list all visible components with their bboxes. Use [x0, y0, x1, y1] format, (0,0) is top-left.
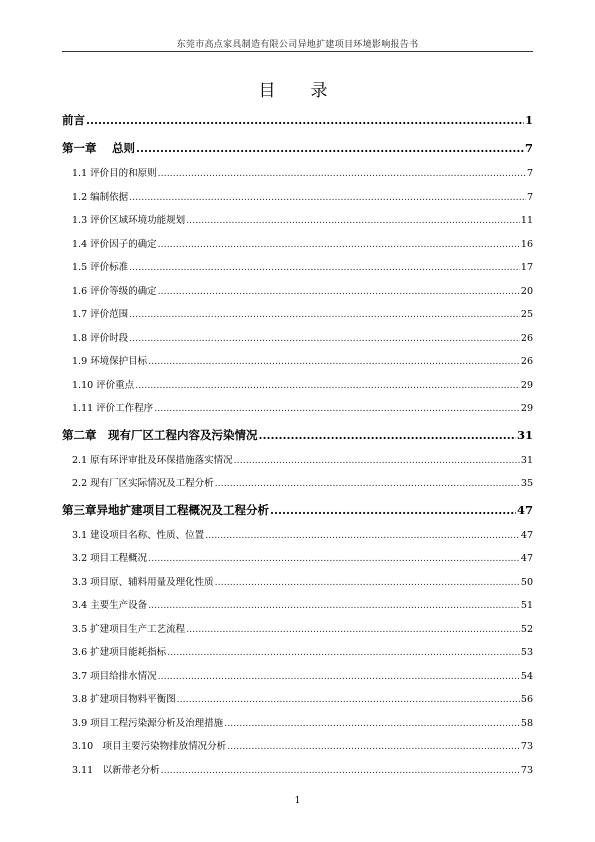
- toc-entry-page: 26: [520, 332, 533, 344]
- toc-dot-leader: [234, 449, 520, 473]
- toc-chapter-entry[interactable]: [62, 134, 533, 162]
- toc-dot-leader: [186, 209, 520, 233]
- toc-entry-page: 73: [520, 741, 533, 752]
- toc-dot-leader: [158, 665, 520, 689]
- toc-entry-page: 29: [520, 403, 533, 414]
- toc-dot-leader: [215, 472, 520, 496]
- toc-entry-label: 3.9 项目工程污染源分析及治理措施: [72, 717, 224, 729]
- toc-dot-leader: [158, 233, 520, 257]
- toc-dot-leader: [148, 594, 520, 618]
- toc-entry-page: 31: [516, 427, 533, 442]
- toc-dot-leader: [158, 280, 520, 304]
- toc-entry-label: 1.11 评价工作程序: [72, 403, 154, 414]
- toc-section-entry[interactable]: [62, 233, 533, 257]
- toc-entry-label: 3.2 项目工程概况: [72, 553, 148, 564]
- toc-dot-leader: [177, 688, 520, 712]
- toc-entry-label: 第三章异地扩建项目工程概况及工程分析: [62, 502, 269, 517]
- toc-section-entry[interactable]: [62, 759, 533, 783]
- toc-entry-label: 3.4 主要生产设备: [72, 600, 148, 611]
- toc-entry-page: 16: [520, 238, 533, 250]
- toc-section-entry[interactable]: [62, 472, 533, 496]
- toc-dot-leader: [259, 421, 516, 449]
- toc-entry-page: 35: [520, 478, 533, 489]
- toc-dot-leader: [224, 712, 520, 736]
- toc-entry-label: 1.7 评价范围: [72, 309, 129, 320]
- toc-entry-page: 25: [520, 309, 533, 320]
- toc-entry-label: 1.3 评价区域环境功能规划: [72, 215, 186, 226]
- toc-dot-leader: [136, 134, 524, 162]
- toc-dot-leader: [135, 374, 520, 398]
- toc-dot-leader: [167, 641, 520, 665]
- toc-section-entry[interactable]: [62, 350, 533, 374]
- toc-entry-page: 47: [520, 529, 533, 541]
- toc-section-entry[interactable]: [62, 571, 533, 595]
- toc-dot-leader: [227, 735, 520, 759]
- toc-entry-page: 73: [520, 764, 533, 776]
- toc-entry-page: 7: [524, 141, 533, 155]
- page-title: 目 录: [258, 81, 337, 101]
- toc-entry-page: 56: [520, 694, 533, 705]
- toc-entry-label: 3.3 项目原、辅料用量及理化性质: [72, 576, 214, 588]
- toc-entry-page: 29: [520, 379, 533, 391]
- toc-dot-leader: [129, 186, 526, 210]
- toc-entry-label: 1.6 评价等级的确定: [72, 285, 157, 297]
- toc-entry-label: 1.5 评价标准: [72, 262, 129, 273]
- toc-entry-page: 54: [520, 670, 533, 682]
- toc-entry-page: 47: [516, 502, 533, 517]
- toc-dot-leader: [129, 303, 520, 327]
- toc-section-entry[interactable]: [62, 280, 533, 304]
- toc-entry-page: 7: [526, 191, 533, 203]
- toc-entry-label: 1.8 评价时段: [72, 332, 129, 344]
- toc-entry-label: 3.1 建设项目名称、性质、位置: [72, 529, 205, 541]
- toc-dot-leader: [186, 618, 520, 642]
- toc-entry-label: 第二章 现有厂区工程内容及污染情况: [62, 427, 258, 442]
- toc-section-entry[interactable]: [62, 186, 533, 210]
- toc-section-entry[interactable]: [62, 327, 533, 351]
- toc-chapter-entry[interactable]: [62, 496, 533, 524]
- toc-entry-page: 47: [520, 553, 533, 564]
- toc-entry-page: 26: [520, 356, 533, 367]
- toc-dot-leader: [270, 496, 516, 524]
- toc-entry-label: 1.10 评价重点: [72, 379, 135, 391]
- toc-entry-label: 1.2 编制依据: [72, 191, 129, 203]
- toc-entry-label: 2.1 原有环评审批及环保措施落实情况: [72, 454, 233, 466]
- toc-entry-page: 20: [520, 285, 533, 297]
- toc-entry-label: 3.11 以新带老分析: [72, 764, 160, 776]
- toc-section-entry[interactable]: [62, 303, 533, 327]
- toc-section-entry[interactable]: [62, 256, 533, 280]
- toc-entry-page: 17: [520, 262, 533, 273]
- toc-section-entry[interactable]: [62, 712, 533, 736]
- toc-entry-page: 1: [524, 113, 533, 127]
- page-number: 1: [294, 796, 301, 806]
- toc-section-entry[interactable]: [62, 735, 533, 759]
- toc-dot-leader: [215, 571, 520, 595]
- toc-entry-page: 31: [520, 454, 533, 466]
- toc-section-entry[interactable]: [62, 665, 533, 689]
- toc-entry-page: 11: [520, 215, 533, 226]
- toc-entry-page: 53: [520, 647, 533, 658]
- toc-dot-leader: [148, 547, 520, 571]
- header-rule: [62, 51, 533, 52]
- table-of-contents: [62, 106, 533, 782]
- toc-dot-leader: [129, 256, 520, 280]
- toc-dot-leader: [158, 162, 526, 186]
- toc-section-entry[interactable]: [62, 618, 533, 642]
- running-header: 东莞市高点家具制造有限公司异地扩建项目环境影响报告书: [176, 40, 419, 50]
- toc-section-entry[interactable]: [62, 594, 533, 618]
- toc-entry-label: 2.2 现有厂区实际情况及工程分析: [72, 478, 214, 489]
- toc-entry-page: 51: [520, 600, 533, 611]
- toc-dot-leader: [86, 106, 524, 134]
- toc-entry-label: 3.5 扩建项目生产工艺流程: [72, 623, 186, 635]
- toc-section-entry[interactable]: [62, 524, 533, 548]
- toc-entry-page: 58: [520, 717, 533, 729]
- toc-dot-leader: [205, 524, 520, 548]
- toc-chapter-entry[interactable]: [62, 106, 533, 134]
- toc-section-entry[interactable]: [62, 162, 533, 186]
- toc-section-entry[interactable]: [62, 209, 533, 233]
- toc-entry-label: 前言: [62, 113, 85, 127]
- toc-entry-label: 3.6 扩建项目能耗指标: [72, 647, 167, 658]
- toc-dot-leader: [154, 397, 520, 421]
- toc-entry-page: 52: [520, 623, 533, 635]
- toc-entry-label: 1.4 评价因子的确定: [72, 238, 157, 250]
- toc-dot-leader: [161, 759, 520, 783]
- toc-dot-leader: [129, 327, 520, 351]
- toc-section-entry[interactable]: [62, 449, 533, 473]
- toc-entry-label: 3.8 扩建项目物料平衡图: [72, 694, 176, 705]
- toc-entry-label: 第一章 总则: [62, 141, 136, 155]
- toc-entry-label: 3.7 项目给排水情况: [72, 670, 157, 682]
- toc-entry-page: 50: [520, 576, 533, 588]
- toc-entry-label: 3.10 项目主要污染物排放情况分析: [72, 741, 227, 752]
- toc-dot-leader: [148, 350, 520, 374]
- toc-entry-label: 1.9 环境保护目标: [72, 356, 148, 367]
- toc-entry-label: 1.1 评价目的和原则: [72, 168, 157, 179]
- toc-section-entry[interactable]: [62, 397, 533, 421]
- toc-section-entry[interactable]: [62, 688, 533, 712]
- toc-entry-page: 7: [526, 168, 533, 179]
- toc-section-entry[interactable]: [62, 641, 533, 665]
- toc-section-entry[interactable]: [62, 547, 533, 571]
- toc-section-entry[interactable]: [62, 374, 533, 398]
- toc-chapter-entry[interactable]: [62, 421, 533, 449]
